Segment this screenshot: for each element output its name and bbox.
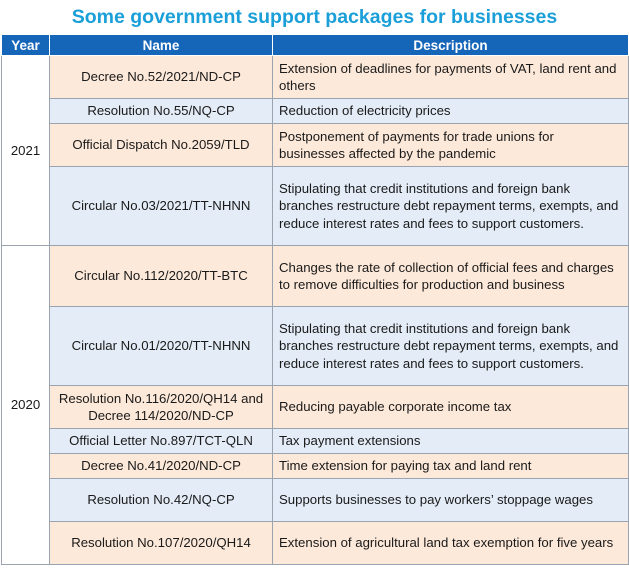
name-cell: Resolution No.116/2020/QH14 and Decree 114/2020/ND-CP	[50, 386, 273, 429]
table-row	[2, 522, 629, 565]
table-row	[2, 386, 629, 429]
description-cell: Extension of deadlines for payments of VAT, land rent and others	[273, 56, 629, 99]
name-cell: Decree No.41/2020/ND-CP	[50, 454, 273, 479]
table-row	[2, 124, 629, 167]
description-cell: Reduction of electricity prices	[273, 99, 629, 124]
table-row	[2, 479, 629, 522]
table-row	[2, 429, 629, 454]
description-header: Description	[273, 35, 629, 56]
table-row	[2, 167, 629, 246]
table-row	[2, 56, 629, 99]
name-cell: Official Letter No.897/TCT-QLN	[50, 429, 273, 454]
name-cell: Circular No.03/2021/TT-NHNN	[50, 167, 273, 246]
description-cell: Stipulating that credit institutions and foreign bank branches restructure debt repayment terms, exempts, and reduce interest rates and fees to support customers.	[273, 167, 629, 246]
table-row	[2, 99, 629, 124]
description-cell: Supports businesses to pay workers’ stoppage wages	[273, 479, 629, 522]
description-cell: Reducing payable corporate income tax	[273, 386, 629, 429]
support-packages-table	[1, 34, 629, 565]
description-cell: Postponement of payments for trade unions for businesses affected by the pandemic	[273, 124, 629, 167]
name-header: Name	[50, 35, 273, 56]
table-row	[2, 454, 629, 479]
description-cell: Time extension for paying tax and land rent	[273, 454, 629, 479]
name-cell: Circular No.01/2020/TT-NHNN	[50, 307, 273, 386]
name-cell: Resolution No.107/2020/QH14	[50, 522, 273, 565]
page-title: Some government support packages for businesses	[71, 6, 558, 28]
header-row	[2, 35, 629, 56]
table-row	[2, 307, 629, 386]
name-cell: Resolution No.42/NQ-CP	[50, 479, 273, 522]
year-cell-2021: 2021	[2, 56, 50, 246]
description-cell: Extension of agricultural land tax exemption for five years	[273, 522, 629, 565]
name-cell: Resolution No.55/NQ-CP	[50, 99, 273, 124]
description-cell: Stipulating that credit institutions and foreign bank branches restructure debt repayment terms, exempts, and reduce interest rates and fees to support customers.	[273, 307, 629, 386]
name-cell: Decree No.52/2021/ND-CP	[50, 56, 273, 99]
year-header: Year	[2, 35, 50, 56]
description-cell: Tax payment extensions	[273, 429, 629, 454]
description-cell: Changes the rate of collection of official fees and charges to remove difficulties for production and business	[273, 246, 629, 307]
year-cell-2020: 2020	[2, 246, 50, 565]
name-cell: Official Dispatch No.2059/TLD	[50, 124, 273, 167]
table-row	[2, 246, 629, 307]
name-cell: Circular No.112/2020/TT-BTC	[50, 246, 273, 307]
